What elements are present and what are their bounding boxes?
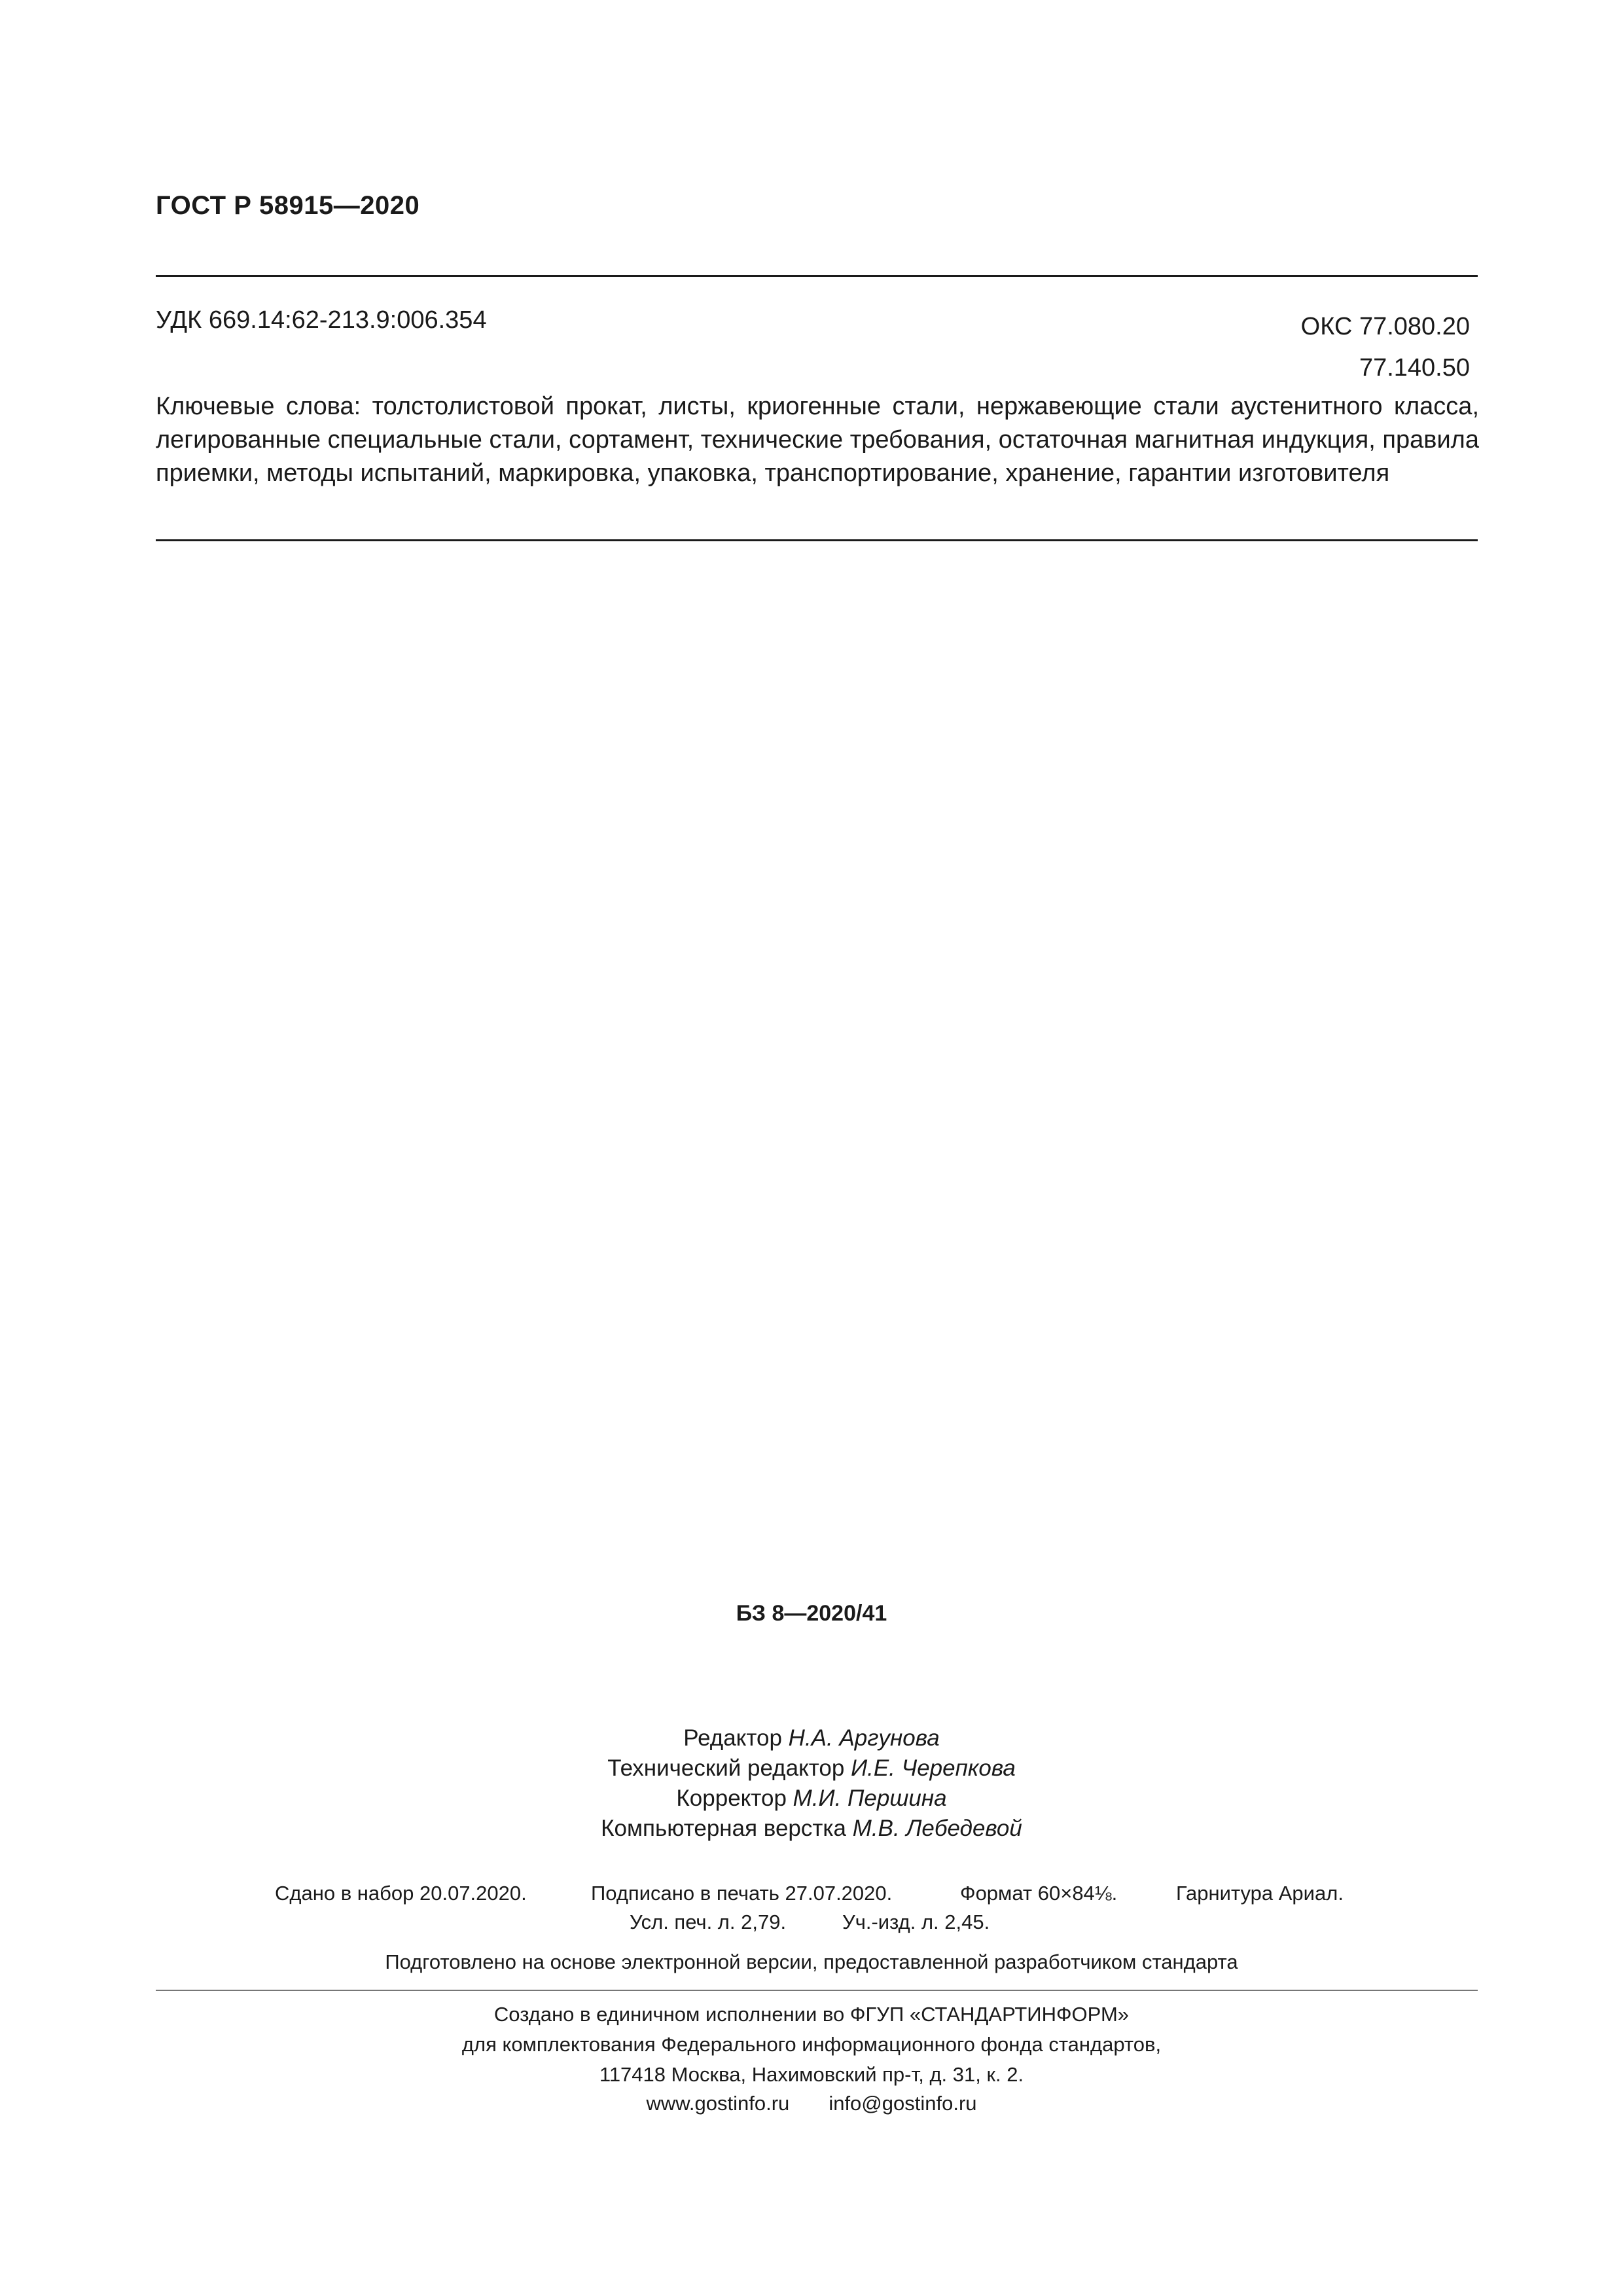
imprint-print-sheets: Усл. печ. л. 2,79.: [630, 1910, 787, 1933]
imprint-format: Формат 60×84⅛.: [960, 1882, 1118, 1905]
staff-layout: [0, 1814, 1623, 1844]
keywords-divider: [156, 539, 1478, 541]
publisher-divider: [156, 1990, 1478, 1991]
imprint-signed: Подписано в печать 27.07.2020.: [591, 1882, 893, 1905]
staff-role: Компьютерная верстка: [601, 1816, 846, 1841]
oks-codes: [1301, 306, 1470, 389]
imprint-submitted: Сдано в набор 20.07.2020.: [275, 1882, 527, 1905]
imprint-typeface: Гарнитура Ариал.: [1176, 1882, 1344, 1905]
keywords-paragraph: Ключевые слова: толстолистовой прокат, листы, криогенные стали, нержавеющие стали аустенитного класса, легированные специальные стали, сортамент, технические требования, остаточная магнитная индукция, правила приемки, методы испытаний, маркировка, упаковка, транспортирование, хранение, гарантии изготовителя: [156, 393, 1479, 487]
staff-role: Технический редактор: [607, 1755, 845, 1781]
bz-number: БЗ 8—2020/41: [736, 1601, 887, 1626]
imprint-edit-sheets: Уч.-изд. л. 2,45.: [842, 1910, 990, 1933]
oks-code-1: ОКС 77.080.20: [1300, 313, 1470, 340]
staff-role: Редактор: [683, 1725, 782, 1751]
created-line-2: для комплектования Федерального информационного фонда стандартов,: [461, 2033, 1162, 2056]
staff-name: И.Е. Черепкова: [851, 1755, 1016, 1781]
publisher-created: [0, 2000, 1623, 2060]
website-link[interactable]: www.gostinfo.ru: [646, 2092, 790, 2115]
staff-editor: [0, 1723, 1623, 1753]
staff-name: Н.А. Аргунова: [788, 1725, 940, 1751]
staff-credits: [0, 1723, 1623, 1844]
oks-code-2: 77.140.50: [1359, 354, 1470, 382]
staff-corrector: [0, 1784, 1623, 1814]
top-divider: [156, 275, 1478, 277]
publisher-address: [0, 2060, 1623, 2118]
staff-tech-editor: [0, 1753, 1623, 1784]
staff-role: Корректор: [676, 1785, 787, 1811]
staff-name: М.И. Першина: [793, 1785, 947, 1811]
udk-code: УДК 669.14:62-213.9:006.354: [156, 306, 487, 334]
created-line-1: Создано в единичном исполнении во ФГУП «СТАНДАРТИНФОРМ»: [493, 2003, 1130, 2026]
email-link[interactable]: info@gostinfo.ru: [829, 2092, 977, 2115]
standard-number: ГОСТ Р 58915—2020: [156, 191, 420, 220]
prepared-note: Подготовлено на основе электронной версии, предоставленной разработчиком стандарта: [385, 1950, 1238, 1973]
staff-name: М.В. Лебедевой: [852, 1816, 1022, 1841]
address-line: 117418 Москва, Нахимовский пр-т, д. 31, к. 2.: [599, 2063, 1024, 2086]
contacts-line: [0, 2089, 1623, 2118]
